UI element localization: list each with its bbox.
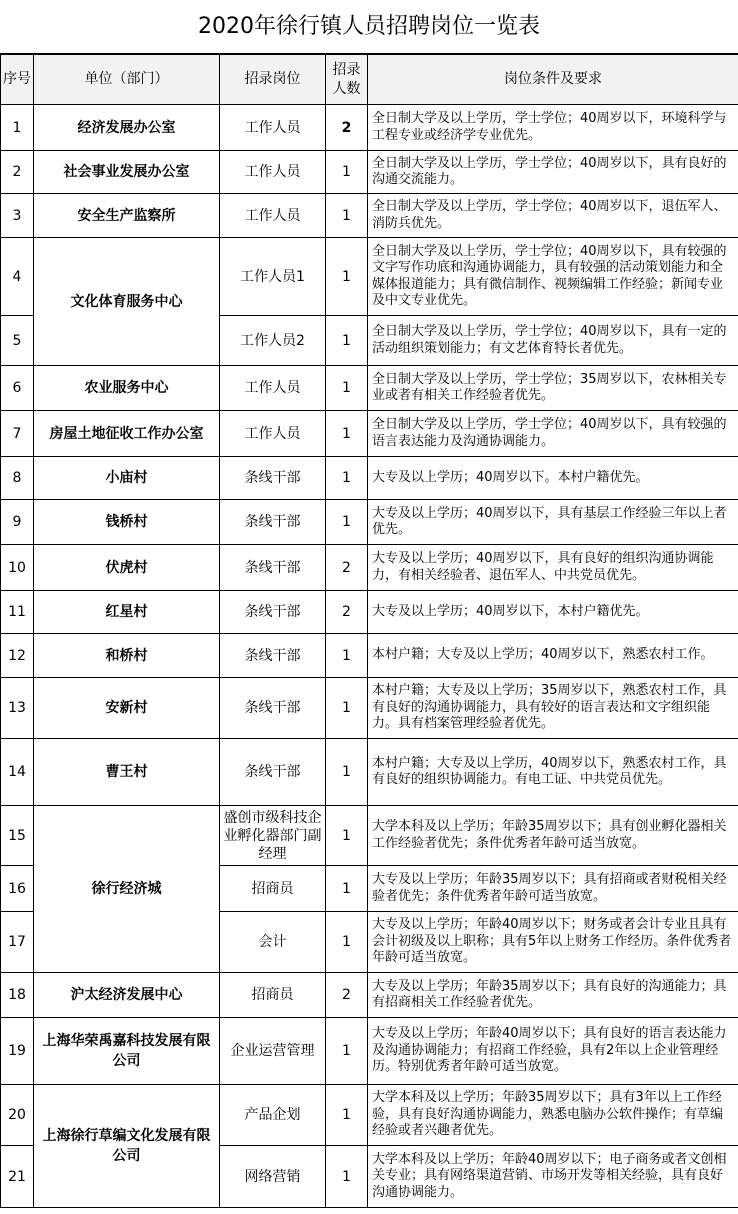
count-cell: 1: [326, 912, 368, 973]
requirements-cell: 大专及以上学历；年龄40周岁以下；具有良好的语言表达能力及沟通协调能力；有招商工作经验，具有2年以上企业管理经历。特别优秀者年龄可适当放宽。: [368, 1018, 738, 1085]
count-cell: 2: [326, 591, 368, 634]
requirements-cell: 大专及以上学历；40周岁以下，具有基层工作经验三年以上者优先。: [368, 500, 738, 545]
header-count: 招录人数: [326, 55, 368, 105]
unit-cell: 伏虎村: [34, 545, 220, 591]
count-cell: 1: [326, 500, 368, 545]
requirements-cell: 大专及以上学历；年龄35周岁以下；具有招商或者财税相关经验者优先；条件优秀者年龄可适当放宽。: [368, 866, 738, 912]
unit-cell: 社会事业发展办公室: [34, 151, 220, 194]
position-cell: 条线干部: [220, 591, 326, 634]
count-cell: 1: [326, 739, 368, 806]
table-row: [1, 105, 738, 151]
row-number: 6: [1, 366, 34, 411]
position-cell: 工作人员: [220, 411, 326, 457]
position-cell: 招商员: [220, 973, 326, 1018]
row-number: 2: [1, 151, 34, 194]
table-row: [1, 457, 738, 500]
table-row: [1, 366, 738, 411]
row-number: 16: [1, 866, 34, 912]
requirements-cell: 大学本科及以上学历；年龄35周岁以下；具有3年以上工作经验，具有良好沟通协调能力，熟悉电脑办公软件操作；有草编经验或者兴趣者优先。: [368, 1085, 738, 1146]
table-row: [1, 151, 738, 194]
position-cell: 工作人员2: [220, 316, 326, 366]
row-number: 1: [1, 105, 34, 151]
row-number: 13: [1, 678, 34, 739]
table-row: [1, 806, 738, 866]
position-cell: 条线干部: [220, 678, 326, 739]
table-row: [1, 973, 738, 1018]
row-number: 18: [1, 973, 34, 1018]
row-number: 7: [1, 411, 34, 457]
position-cell: 工作人员: [220, 194, 326, 238]
table-row: [1, 678, 738, 739]
requirements-cell: 全日制大学及以上学历，学士学位；35周岁以下，农林相关专业或者有相关工作经验者优先。: [368, 366, 738, 411]
position-cell: 条线干部: [220, 545, 326, 591]
requirements-cell: 大专及以上学历；40周岁以下，本村户籍优先。: [368, 591, 738, 634]
unit-cell: 文化体育服务中心: [34, 238, 220, 366]
count-cell: 1: [326, 1146, 368, 1208]
requirements-cell: 全日制大学及以上学历，学士学位；40周岁以下，具有一定的活动组织策划能力；有文艺体育特长者优先。: [368, 316, 738, 366]
unit-cell: 曹王村: [34, 739, 220, 806]
unit-cell: 安全生产监察所: [34, 194, 220, 238]
table-row: [1, 238, 738, 316]
requirements-cell: 全日制大学及以上学历，学士学位；40周岁以下，具有较强的文字写作功底和沟通协调能力，具有较强的活动策划能力和全媒体报道能力；具有微信制作、视频编辑工作经验；新闻专业及中文专业优先。: [368, 238, 738, 316]
header-position: 招录岗位: [220, 55, 326, 105]
table-row: [1, 634, 738, 678]
unit-cell: 沪太经济发展中心: [34, 973, 220, 1018]
position-cell: 网络营销: [220, 1146, 326, 1208]
row-number: 9: [1, 500, 34, 545]
header-seq: 序号: [1, 55, 34, 105]
requirements-cell: 全日制大学及以上学历，学士学位；40周岁以下，环境科学与工程专业或经济学专业优先。: [368, 105, 738, 151]
requirements-cell: 全日制大学及以上学历，学士学位；40周岁以下，具有较强的语言表达能力及沟通协调能力。: [368, 411, 738, 457]
table-header-row: [1, 55, 738, 105]
count-cell: 1: [326, 634, 368, 678]
table-row: [1, 500, 738, 545]
position-cell: 产品企划: [220, 1085, 326, 1146]
header-requirements: 岗位条件及要求: [368, 55, 738, 105]
requirements-cell: 大学本科及以上学历；年龄35周岁以下；具有创业孵化器相关工作经验者优先；条件优秀者年龄可适当放宽。: [368, 806, 738, 866]
requirements-cell: 本村户籍；大专及以上学历；40周岁以下，熟悉农村工作。: [368, 634, 738, 678]
requirements-cell: 大专及以上学历；年龄35周岁以下；具有良好的沟通能力；具有招商相关工作经验者优先。: [368, 973, 738, 1018]
count-cell: 2: [326, 973, 368, 1018]
row-number: 4: [1, 238, 34, 316]
table-row: [1, 591, 738, 634]
position-cell: 条线干部: [220, 739, 326, 806]
row-number: 8: [1, 457, 34, 500]
position-cell: 盛创市级科技企业孵化器部门副经理: [220, 806, 326, 866]
row-number: 5: [1, 316, 34, 366]
row-number: 3: [1, 194, 34, 238]
count-cell: 1: [326, 194, 368, 238]
table-row: [1, 545, 738, 591]
table-row: [1, 194, 738, 238]
position-cell: 条线干部: [220, 457, 326, 500]
count-cell: 1: [326, 1018, 368, 1085]
count-cell: 1: [326, 457, 368, 500]
requirements-cell: 本村户籍；大专及以上学历，40周岁以下，熟悉农村工作，具有良好的组织协调能力。有电工证、中共党员优先。: [368, 739, 738, 806]
row-number: 12: [1, 634, 34, 678]
unit-cell: 和桥村: [34, 634, 220, 678]
requirements-cell: 大专及以上学历；40周岁以下，具有良好的组织沟通协调能力，有相关经验者、退伍军人、中共党员优先。: [368, 545, 738, 591]
unit-cell: 上海徐行草编文化发展有限公司: [34, 1085, 220, 1208]
row-number: 15: [1, 806, 34, 866]
position-cell: 工作人员: [220, 151, 326, 194]
unit-cell: 红星村: [34, 591, 220, 634]
position-cell: 会计: [220, 912, 326, 973]
row-number: 11: [1, 591, 34, 634]
unit-cell: 徐行经济城: [34, 806, 220, 973]
count-cell: 1: [326, 316, 368, 366]
count-cell: 1: [326, 1085, 368, 1146]
position-cell: 条线干部: [220, 634, 326, 678]
requirements-cell: 大学本科及以上学历；年龄40周岁以下；电子商务或者文创相关专业；具有网络渠道营销、市场开发等相关经验，具有良好沟通协调能力。: [368, 1146, 738, 1208]
count-cell: 2: [326, 545, 368, 591]
position-cell: 条线干部: [220, 500, 326, 545]
requirements-cell: 大专及以上学历；40周岁以下。本村户籍优先。: [368, 457, 738, 500]
requirements-cell: 全日制大学及以上学历，学士学位；40周岁以下，具有良好的沟通交流能力。: [368, 151, 738, 194]
unit-cell: 上海华荣禹嘉科技发展有限公司: [34, 1018, 220, 1085]
row-number: 17: [1, 912, 34, 973]
table-row: [1, 411, 738, 457]
unit-cell: 钱桥村: [34, 500, 220, 545]
position-cell: 招商员: [220, 866, 326, 912]
requirements-cell: 大专及以上学历；年龄40周岁以下；财务或者会计专业且具有会计初级及以上职称；具有5年以上财务工作经历。条件优秀者年龄可适当放宽。: [368, 912, 738, 973]
recruitment-table: [0, 54, 738, 1208]
count-cell: 2: [326, 105, 368, 151]
count-cell: 1: [326, 366, 368, 411]
unit-cell: 农业服务中心: [34, 366, 220, 411]
count-cell: 1: [326, 866, 368, 912]
position-cell: 企业运营管理: [220, 1018, 326, 1085]
position-cell: 工作人员: [220, 105, 326, 151]
unit-cell: 房屋土地征收工作办公室: [34, 411, 220, 457]
header-unit: 单位（部门）: [34, 55, 220, 105]
table-row: [1, 1085, 738, 1146]
count-cell: 1: [326, 678, 368, 739]
unit-cell: 经济发展办公室: [34, 105, 220, 151]
position-cell: 工作人员: [220, 366, 326, 411]
row-number: 19: [1, 1018, 34, 1085]
count-cell: 1: [326, 151, 368, 194]
row-number: 20: [1, 1085, 34, 1146]
count-cell: 1: [326, 411, 368, 457]
document-title: 2020年徐行镇人员招聘岗位一览表: [0, 0, 738, 54]
count-cell: 1: [326, 238, 368, 316]
row-number: 21: [1, 1146, 34, 1208]
row-number: 10: [1, 545, 34, 591]
requirements-cell: 本村户籍；大专及以上学历；35周岁以下，熟悉农村工作，具有良好的沟通协调能力，具有较好的语言表达和文字组织能力。具有档案管理经验者优先。: [368, 678, 738, 739]
table-row: [1, 1018, 738, 1085]
row-number: 14: [1, 739, 34, 806]
unit-cell: 小庙村: [34, 457, 220, 500]
count-cell: 1: [326, 806, 368, 866]
table-row: [1, 739, 738, 806]
unit-cell: 安新村: [34, 678, 220, 739]
position-cell: 工作人员1: [220, 238, 326, 316]
requirements-cell: 全日制大学及以上学历，学士学位；40周岁以下，退伍军人、消防兵优先。: [368, 194, 738, 238]
